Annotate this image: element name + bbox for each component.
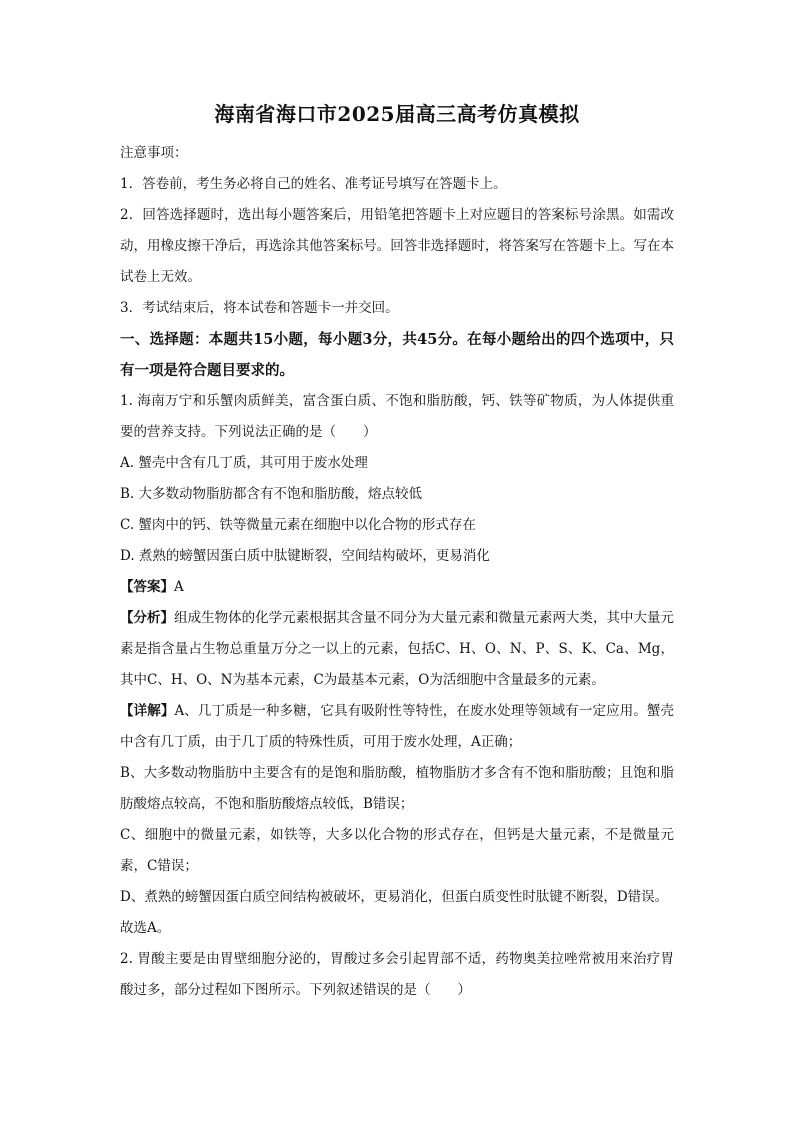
notice-item-2: 2．回答选择题时，选出每小题答案后，用铅笔把答题卡上对应题目的答案标号涂黑。如需改动，用橡皮擦干净后，再选涂其他答案标号。回答非选择题时，将答案写在答题卡上。写在本试卷上无效。 <box>120 207 674 285</box>
detail-text-a: A、几丁质是一种多糖，它具有吸附性等特性，在废水处理等领域有一定应用。蟹壳中含有几丁质，由于几丁质的特殊性质，可用于废水处理，A正确； <box>120 703 675 750</box>
question-2-stem: 2. 胃酸主要是由胃壁细胞分泌的，胃酸过多会引起胃部不适，药物奥美拉唑常被用来治疗胃酸过多，部分过程如下图所示。下列叙述错误的是（ ） <box>120 951 674 998</box>
detail-paragraph-d: D、煮熟的螃蟹因蛋白质空间结构被破坏，更易消化，但蛋白质变性时肽键不断裂，D错误。 <box>120 889 669 905</box>
answer-tag: 【答案】 <box>120 579 174 595</box>
question-1-option-a: A. 蟹壳中含有几丁质，其可用于废水处理 <box>120 455 368 471</box>
detail-tag: 【详解】 <box>120 703 175 719</box>
analysis-tag: 【分析】 <box>120 610 175 626</box>
analysis-paragraph <box>120 603 674 696</box>
section-heading: 一、选择题：本题共15小题，每小题3分，共45分。在每小题给出的四个选项中，只有一项是符合题目要求的。 <box>120 331 674 379</box>
answer-line <box>120 572 674 603</box>
detail-paragraph-c: C、细胞中的微量元素，如铁等，大多以化合物的形式存在，但钙是大量元素，不是微量元素，C错误； <box>120 827 674 874</box>
question-1-option-c: C. 蟹肉中的钙、铁等微量元素在细胞中以化合物的形式存在 <box>120 517 476 533</box>
document-title: 海南省海口市2025届高三高考仿真模拟 <box>214 102 580 126</box>
detail-conclusion: 故选A。 <box>120 920 171 936</box>
notice-item-1: 1．答卷前，考生务必将自己的姓名、准考证号填写在答题卡上。 <box>120 176 507 192</box>
question-1-stem: 1. 海南万宁和乐蟹肉质鲜美，富含蛋白质、不饱和脂肪酸，钙、铁等矿物质，为人体提供重要的营养支持。下列说法正确的是（ ） <box>120 393 674 440</box>
notice-heading: 注意事项： <box>120 145 188 161</box>
question-1-option-b: B. 大多数动物脂肪都含有不饱和脂肪酸，熔点较低 <box>120 486 423 502</box>
answer-value: A <box>174 579 184 595</box>
question-1-option-d: D. 煮熟的螃蟹因蛋白质中肽键断裂，空间结构破坏，更易消化 <box>120 548 490 564</box>
detail-paragraph-b: B、大多数动物脂肪中主要含有的是饱和脂肪酸，植物脂肪才多含有不饱和脂肪酸；且饱和脂肪酸熔点较高，不饱和脂肪酸熔点较低，B错误； <box>120 765 674 812</box>
detail-paragraph-a <box>120 696 674 758</box>
notice-item-3: 3．考试结束后，将本试卷和答题卡一并交回。 <box>120 300 399 316</box>
analysis-text: 组成生物体的化学元素根据其含量不同分为大量元素和微量元素两大类，其中大量元素是指含量占生物总重量万分之一以上的元素，包括C、H、O、N、P、S、K、Ca、Mg，其中C、H、O、N为基本元素，C为最基本元素，O为活细胞中含量最多的元素。 <box>120 610 675 688</box>
